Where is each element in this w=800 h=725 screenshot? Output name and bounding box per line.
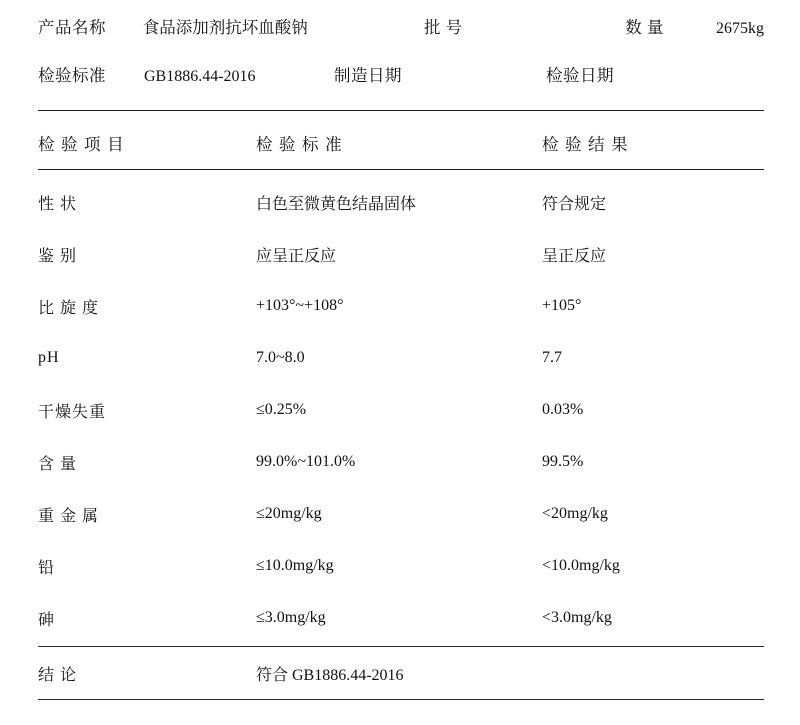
row-result: 0.03%: [542, 401, 584, 418]
row-standard: 应呈正反应: [256, 247, 337, 265]
row-standard: ≤10.0mg/kg: [256, 557, 334, 574]
row-item-name: 比 旋 度: [38, 299, 100, 317]
row-item-name: 干燥失重: [38, 403, 107, 421]
row-item-name: 含 量: [38, 455, 78, 473]
row-item-name: pH: [38, 349, 60, 366]
conclusion-value: 符合 GB1886.44-2016: [256, 666, 404, 684]
table-row: [38, 592, 764, 644]
inspection-date-label: 检验日期: [546, 66, 614, 85]
table-row: [38, 384, 764, 436]
row-standard: ≤3.0mg/kg: [256, 609, 326, 626]
column-header-standard: 检 验 标 准: [256, 135, 343, 154]
table-row: [38, 332, 764, 384]
row-result: 呈正反应: [542, 247, 607, 265]
conclusion-table: [38, 647, 764, 699]
table-row: [38, 280, 764, 332]
row-result: 99.5%: [542, 453, 584, 470]
row-standard: +103°~+108°: [256, 297, 344, 314]
row-item-name: 重 金 属: [38, 507, 100, 525]
product-name-value: 食品添加剂抗坏血酸钠: [142, 18, 308, 37]
table-row: [38, 436, 764, 488]
row-standard: ≤20mg/kg: [256, 505, 322, 522]
table-row: [38, 228, 764, 280]
column-header-item: 检 验 项 目: [38, 135, 125, 154]
column-header-result: 检 验 结 果: [542, 135, 629, 154]
row-result: <20mg/kg: [542, 505, 608, 522]
standard-value: GB1886.44-2016: [144, 68, 256, 85]
conclusion-row: [38, 647, 764, 699]
row-result: +105°: [542, 297, 582, 314]
quantity-label: 数 量: [625, 18, 664, 37]
table-row: [38, 176, 764, 228]
row-standard: 99.0%~101.0%: [256, 453, 356, 470]
row-item-name: 砷: [38, 611, 56, 629]
row-standard: 7.0~8.0: [256, 349, 305, 366]
inspection-table: [38, 117, 764, 169]
row-item-name: 鉴 别: [38, 247, 78, 265]
conclusion-label: 结 论: [38, 666, 78, 684]
divider-bottom: [38, 699, 764, 700]
batch-label: 批 号: [423, 18, 463, 37]
document-body: [38, 14, 764, 700]
row-result: <3.0mg/kg: [542, 609, 612, 626]
row-result: 7.7: [542, 349, 562, 366]
row-result: <10.0mg/kg: [542, 557, 620, 574]
row-item-name: 铅: [38, 559, 56, 577]
inspection-table-body: [38, 176, 764, 644]
row-result: 符合规定: [542, 195, 607, 213]
row-standard: 白色至微黄色结晶固体: [256, 195, 417, 213]
standard-label: 检验标准: [38, 66, 106, 85]
manufacture-date-label: 制造日期: [334, 66, 402, 85]
header-row-product: [38, 14, 764, 62]
product-name-label: 产品名称: [38, 18, 106, 37]
row-standard: ≤0.25%: [256, 401, 307, 418]
quantity-value: 2675kg: [716, 20, 765, 37]
row-item-name: 性 状: [38, 195, 78, 213]
header-row-standard: [38, 62, 764, 110]
table-header-row: [38, 117, 764, 169]
table-row: [38, 540, 764, 592]
table-row: [38, 488, 764, 540]
